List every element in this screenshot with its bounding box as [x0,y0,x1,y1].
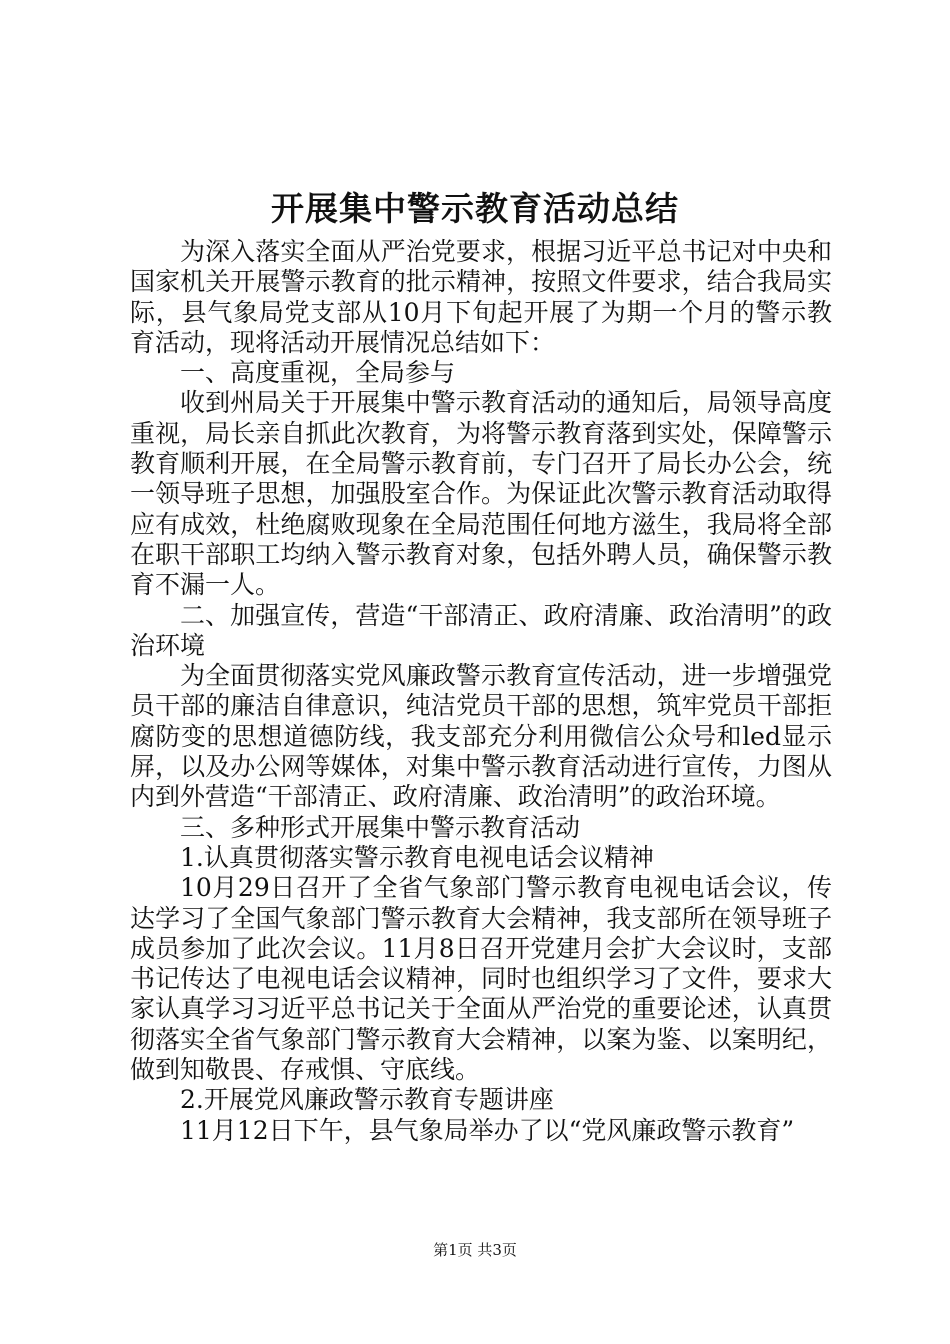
page-number: 第1页 共3页 [433,1241,517,1259]
subheading-3-1: 1.认真贯彻落实警示教育电视电话会议精神 [180,842,654,872]
section-heading-2: 二、加强宣传，营造“干部清正、政府清廉、政治清明”的政治环境 [130,600,832,660]
paragraph-section-2: 为全面贯彻落实党风廉政警示教育宣传活动，进一步增强党员干部的廉洁自律意识，纯洁党员干部的思想，筑牢党员干部拒腐防变的思想道德防线，我支部充分利用微信公众号和led显示屏，以及办公网等媒体，对集中警示教育活动进行宣传，力图从内到外营造“干部清正、政府清廉、政治清明”的政治环境。 [130,661,832,812]
paragraph-intro: 为深入落实全面从严治党要求，根据习近平总书记对中央和国家机关开展警示教育的批示精神，按照文件要求，结合我局实际，县气象局党支部从10月下旬起开展了为期一个月的警示教育活动，现将活动开展情况总结如下： [130,237,832,357]
document-body [130,237,832,1146]
paragraph-section-1: 收到州局关于开展集中警示教育活动的通知后，局领导高度重视，局长亲自抓此次教育，为将警示教育落到实处，保障警示教育顺利开展，在全局警示教育前，专门召开了局长办公会，统一领导班子思想，加强股室合作。为保证此次警示教育活动取得应有成效，杜绝腐败现象在全局范围任何地方滋生，我局将全部在职干部职工均纳入警示教育对象，包括外聘人员，确保警示教育不漏一人。 [130,388,832,600]
document-title: 开展集中警示教育活动总结 [271,189,679,228]
section-heading-1: 一、高度重视，全局参与 [180,358,456,388]
section-heading-3: 三、多种形式开展集中警示教育活动 [180,812,581,842]
subheading-3-2: 2.开展党风廉政警示教育专题讲座 [180,1085,554,1115]
paragraph-3-2: 11月12日下午，县气象局举办了以“党风廉政警示教育” [180,1115,795,1145]
paragraph-3-1: 10月29日召开了全省气象部门警示教育电视电话会议，传达学习了全国气象部门警示教育大会精神，我支部所在领导班子成员参加了此次会议。11月8日召开党建月会扩大会议时，支部书记传达了电视电话会议精神，同时也组织学习了文件，要求大家认真学习习近平总书记关于全面从严治党的重要论述，认真贯彻落实全省气象部门警示教育大会精神，以案为鉴、以案明纪，做到知敬畏、存戒惧、守底线。 [130,873,832,1085]
